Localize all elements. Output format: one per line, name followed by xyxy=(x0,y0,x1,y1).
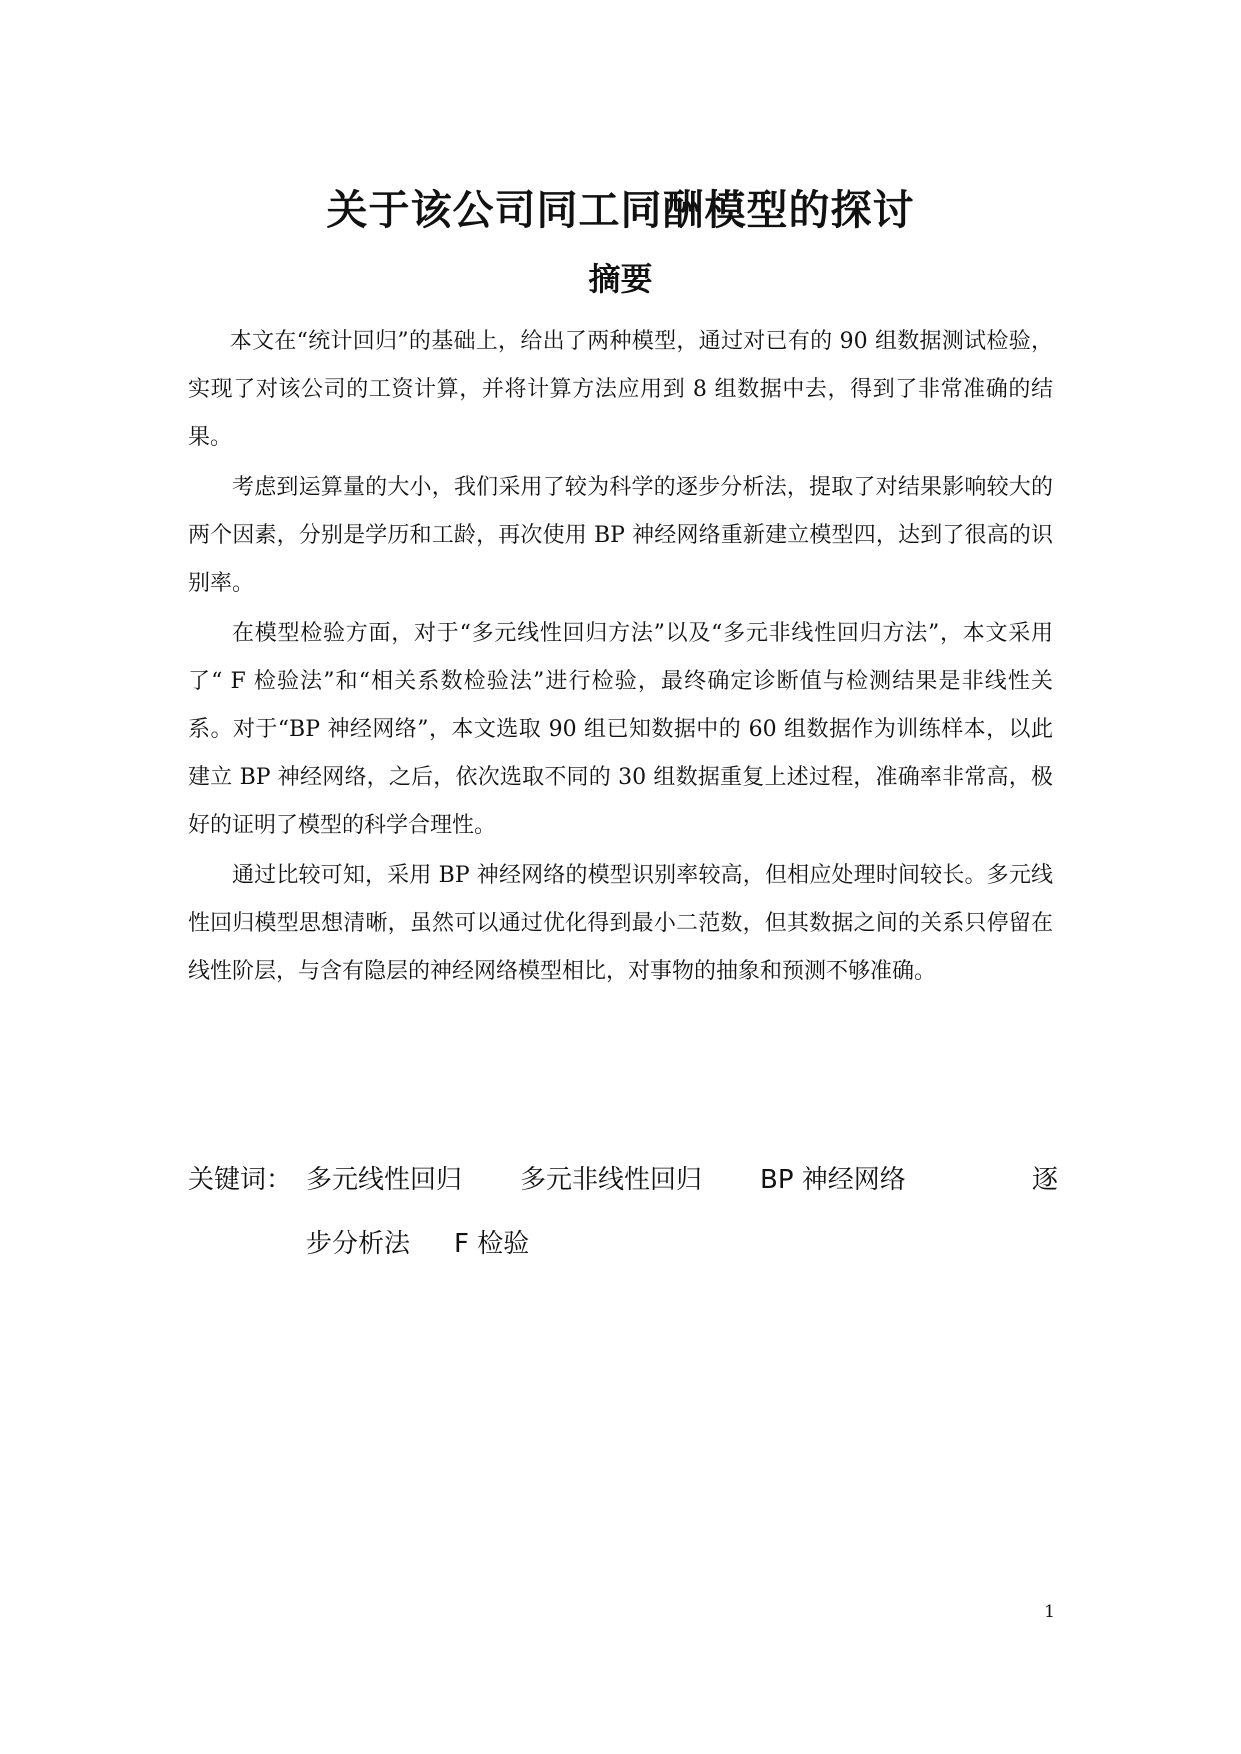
keyword: F 检验 xyxy=(454,1229,530,1259)
keyword: BP 神经网络 xyxy=(760,1165,906,1195)
paper-title: 关于该公司同工同酬模型的探讨 xyxy=(326,186,915,234)
keyword: 多元线性回归 xyxy=(306,1165,463,1195)
abstract-paragraph: 在模型检验方面，对于“多元线性回归方法”以及“多元非线性回归方法”，本文采用了“ F 检验法”和“相关系数检验法”进行检验，最终确定诊断值与检测结果是非线性关系。对于“BP 神经网络”，本文选取 90 组已知数据中的 60 组数据作为训练样本，以此建立 BP 神经网络，之后，依次选取不同的 30 组数据重复上述过程，准确率非常高，极好的证明了模型的科学合理性。 xyxy=(188,621,1053,838)
keywords-row xyxy=(188,1148,1058,1212)
abstract-heading: 摘要 xyxy=(588,260,653,298)
abstract-body xyxy=(188,318,1053,998)
keywords-row xyxy=(188,1212,1058,1276)
page-number: 1 xyxy=(1044,1602,1055,1622)
keyword: 逐 xyxy=(1031,1165,1058,1195)
abstract-paragraph: 考虑到运算量的大小，我们采用了较为科学的逐步分析法，提取了对结果影响较大的两个因素，分别是学历和工龄，再次使用 BP 神经网络重新建立模型四，达到了很高的识别率。 xyxy=(188,475,1053,596)
keyword: 步分析法 xyxy=(306,1229,411,1259)
keywords-section xyxy=(188,1148,1058,1276)
abstract-paragraph: 通过比较可知，采用 BP 神经网络的模型识别率较高，但相应处理时间较长。多元线性回归模型思想清晰，虽然可以通过优化得到最小二范数，但其数据之间的关系只停留在线性阶层，与含有隐层的神经网络模型相比，对事物的抽象和预测不够准确。 xyxy=(188,863,1053,984)
keywords-label: 关键词： xyxy=(188,1165,293,1195)
abstract-paragraph: 本文在“统计回归”的基础上，给出了两种模型，通过对已有的 90 组数据测试检验，实现了对该公司的工资计算，并将计算方法应用到 8 组数据中去，得到了非常准确的结果。 xyxy=(188,329,1053,450)
keyword: 多元非线性回归 xyxy=(520,1165,703,1195)
